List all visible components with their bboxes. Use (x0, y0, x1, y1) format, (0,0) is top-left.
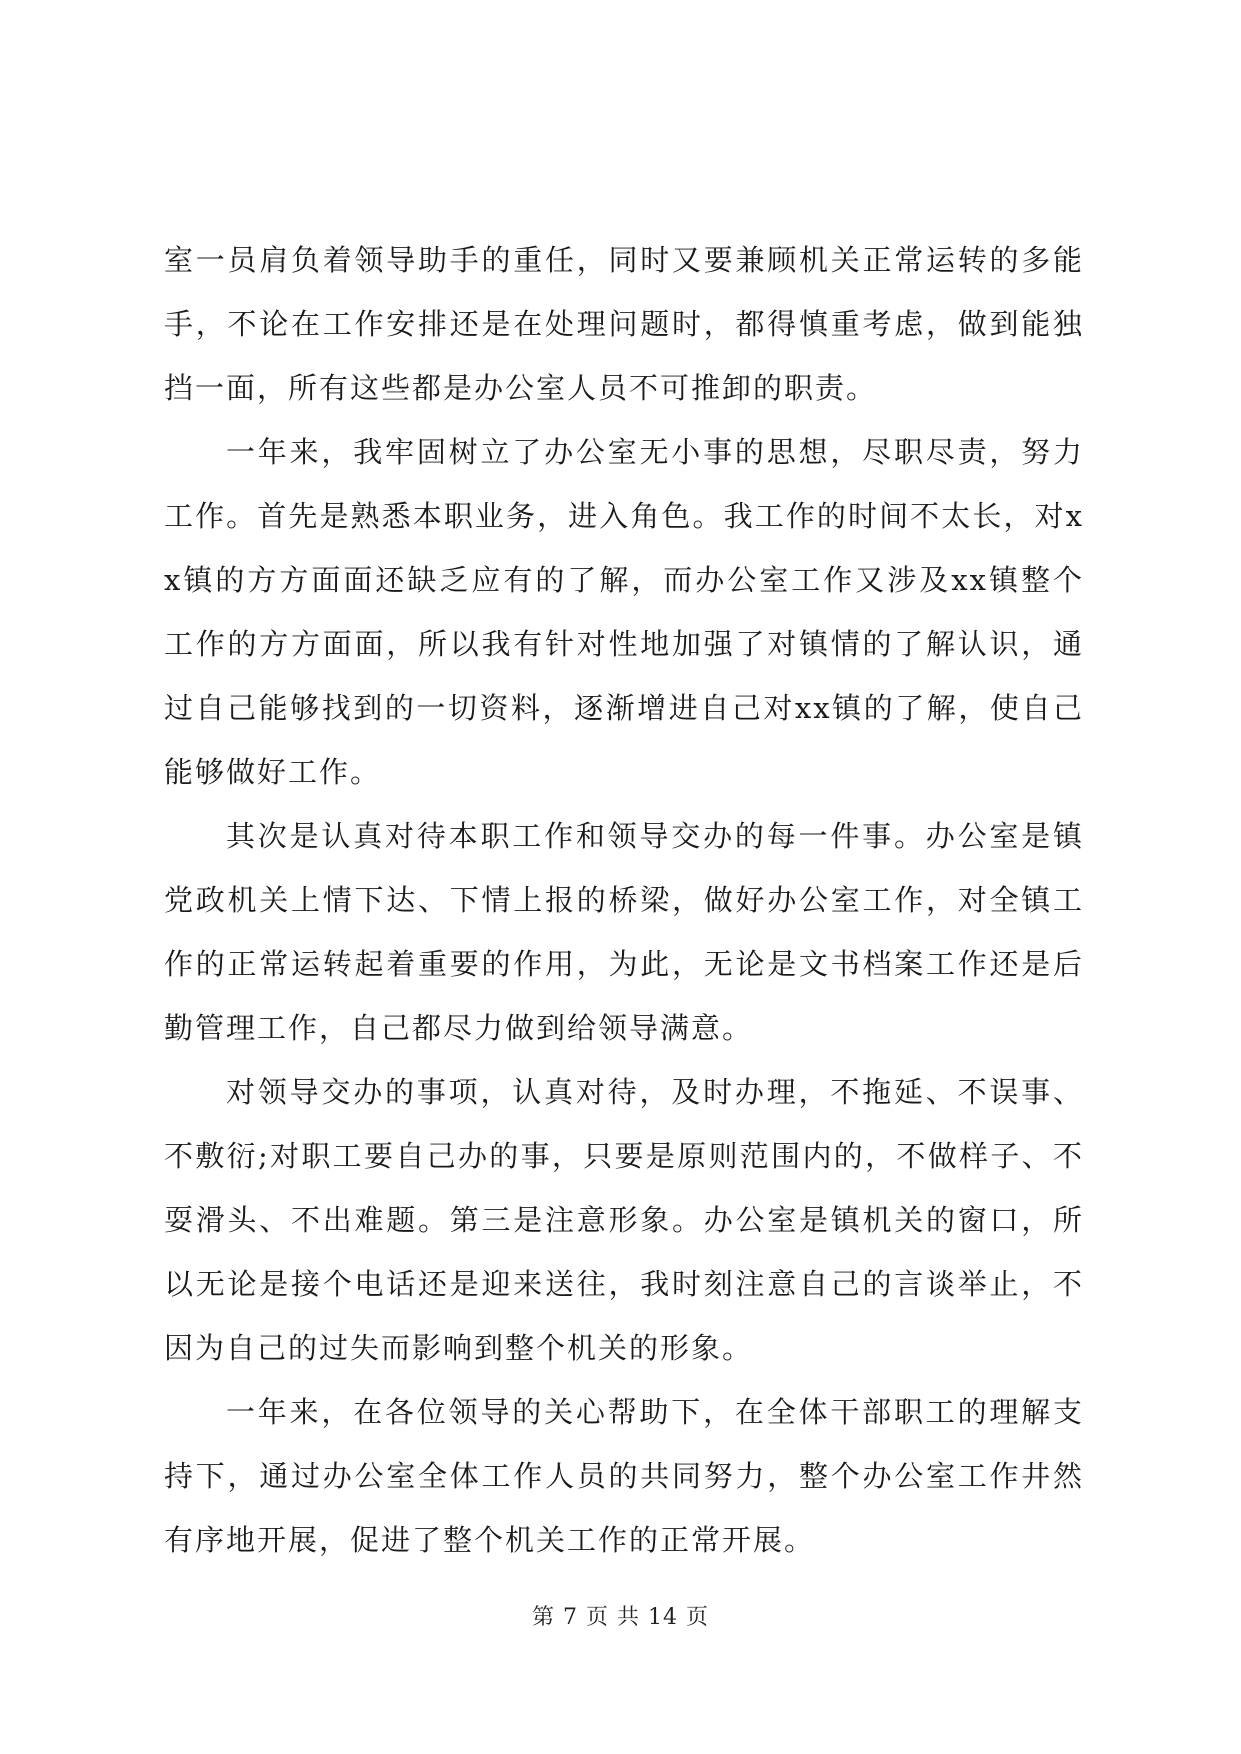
paragraph-handling-tasks: 对领导交办的事项，认真对待，及时办理，不拖延、不误事、不敷衍;对职工要自己办的事，只要是原则范围内的，不做样子、不耍滑头、不出难题。第三是注意形象。办公室是镇机关的窗口，所以无论是接个电话还是迎来送往，我时刻注意自己的言谈举止，不因为自己的过失而影响到整个机关的形象。 (164, 1075, 1084, 1365)
paragraph-dedication: 一年来，我牢固树立了办公室无小事的思想，尽职尽责，努力工作。首先是熟悉本职业务，进入角色。我工作的时间不太长，对xx镇的方方面面还缺乏应有的了解，而办公室工作又涉及xx镇整个工作的方方面面，所以我有针对性地加强了对镇情的了解认识，通过自己能够找到的一切资料，逐渐增进自己对xx镇的了解，使自己能够做好工作。 (164, 435, 1084, 789)
document-body (164, 228, 1084, 1572)
paragraph-duties: 其次是认真对待本职工作和领导交办的每一件事。办公室是镇党政机关上情下达、下情上报的桥梁，做好办公室工作，对全镇工作的正常运转起着重要的作用，为此，无论是文书档案工作还是后勤管理工作，自己都尽力做到给领导满意。 (164, 819, 1084, 1045)
paragraph-summary: 一年来，在各位领导的关心帮助下，在全体干部职工的理解支持下，通过办公室全体工作人员的共同努力，整个办公室工作井然有序地开展，促进了整个机关工作的正常开展。 (164, 1395, 1084, 1557)
page-number-footer: 第 7 页 共 14 页 (532, 1605, 709, 1630)
paragraph-continued: 室一员肩负着领导助手的重任，同时又要兼顾机关正常运转的多能手，不论在工作安排还是在处理问题时，都得慎重考虑，做到能独挡一面，所有这些都是办公室人员不可推卸的职责。 (164, 243, 1084, 405)
